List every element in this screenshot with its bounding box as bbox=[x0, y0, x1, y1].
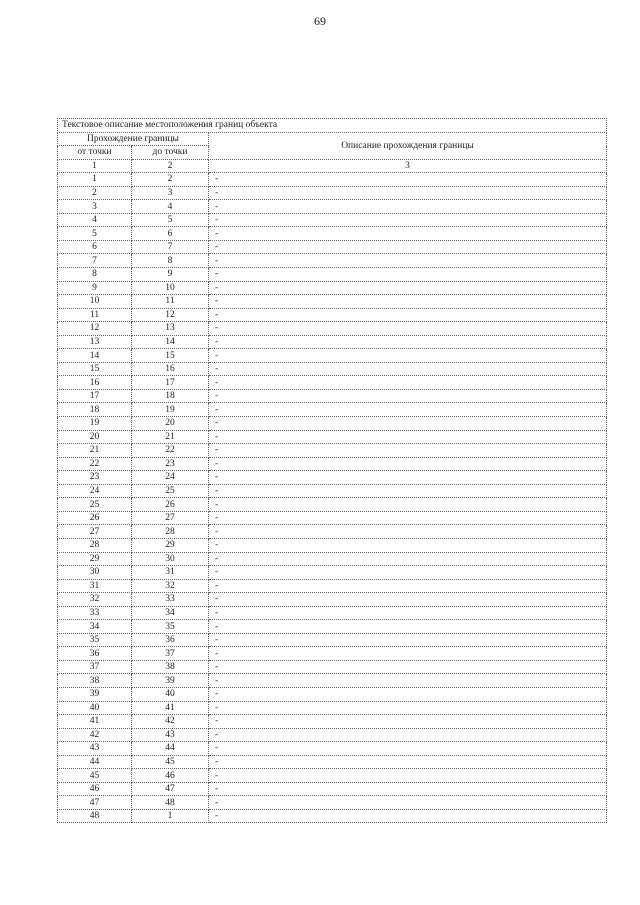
table-row bbox=[58, 511, 607, 525]
description-cell: - bbox=[209, 687, 607, 701]
description-cell: - bbox=[209, 335, 607, 349]
table-row bbox=[58, 782, 607, 796]
column-number-1: 1 bbox=[58, 159, 132, 173]
table-row bbox=[58, 417, 607, 431]
from-point-cell: 38 bbox=[58, 674, 132, 688]
to-point-cell: 4 bbox=[132, 200, 209, 214]
description-cell: - bbox=[209, 538, 607, 552]
caption-row bbox=[58, 119, 607, 133]
description-cell: - bbox=[209, 498, 607, 512]
header-row-1 bbox=[58, 132, 607, 146]
from-point-cell: 35 bbox=[58, 633, 132, 647]
table-caption: Текстовое описание местоположения границ объекта bbox=[58, 119, 607, 133]
description-cell: - bbox=[209, 809, 607, 823]
from-point-cell: 27 bbox=[58, 525, 132, 539]
to-point-cell: 45 bbox=[132, 755, 209, 769]
description-cell: - bbox=[209, 173, 607, 187]
to-point-cell: 28 bbox=[132, 525, 209, 539]
description-cell: - bbox=[209, 403, 607, 417]
header-description: Описание прохождения границы bbox=[209, 132, 607, 159]
description-cell: - bbox=[209, 227, 607, 241]
to-point-cell: 6 bbox=[132, 227, 209, 241]
header-passage: Прохождение границы bbox=[58, 132, 209, 146]
description-cell: - bbox=[209, 620, 607, 634]
boundary-description-table bbox=[57, 118, 607, 823]
from-point-cell: 18 bbox=[58, 403, 132, 417]
table-row bbox=[58, 552, 607, 566]
description-cell: - bbox=[209, 633, 607, 647]
to-point-cell: 17 bbox=[132, 376, 209, 390]
table-row bbox=[58, 579, 607, 593]
description-cell: - bbox=[209, 186, 607, 200]
table-row bbox=[58, 186, 607, 200]
description-cell: - bbox=[209, 660, 607, 674]
to-point-cell: 33 bbox=[132, 593, 209, 607]
table-row bbox=[58, 525, 607, 539]
from-point-cell: 7 bbox=[58, 254, 132, 268]
to-point-cell: 29 bbox=[132, 538, 209, 552]
to-point-cell: 21 bbox=[132, 430, 209, 444]
from-point-cell: 48 bbox=[58, 809, 132, 823]
from-point-cell: 16 bbox=[58, 376, 132, 390]
from-point-cell: 45 bbox=[58, 769, 132, 783]
description-cell: - bbox=[209, 511, 607, 525]
to-point-cell: 2 bbox=[132, 173, 209, 187]
from-point-cell: 24 bbox=[58, 484, 132, 498]
table-row bbox=[58, 268, 607, 282]
from-point-cell: 28 bbox=[58, 538, 132, 552]
from-point-cell: 17 bbox=[58, 389, 132, 403]
to-point-cell: 1 bbox=[132, 809, 209, 823]
from-point-cell: 3 bbox=[58, 200, 132, 214]
from-point-cell: 20 bbox=[58, 430, 132, 444]
from-point-cell: 41 bbox=[58, 715, 132, 729]
column-number-3: 3 bbox=[209, 159, 607, 173]
table-row bbox=[58, 796, 607, 810]
description-cell: - bbox=[209, 566, 607, 580]
table-row bbox=[58, 322, 607, 336]
table-row bbox=[58, 701, 607, 715]
description-cell: - bbox=[209, 362, 607, 376]
description-cell: - bbox=[209, 240, 607, 254]
description-cell: - bbox=[209, 715, 607, 729]
from-point-cell: 5 bbox=[58, 227, 132, 241]
to-point-cell: 34 bbox=[132, 606, 209, 620]
description-cell: - bbox=[209, 769, 607, 783]
to-point-cell: 31 bbox=[132, 566, 209, 580]
description-cell: - bbox=[209, 430, 607, 444]
to-point-cell: 41 bbox=[132, 701, 209, 715]
table-row bbox=[58, 660, 607, 674]
from-point-cell: 33 bbox=[58, 606, 132, 620]
table-row bbox=[58, 200, 607, 214]
table-row bbox=[58, 484, 607, 498]
from-point-cell: 40 bbox=[58, 701, 132, 715]
description-cell: - bbox=[209, 728, 607, 742]
description-cell: - bbox=[209, 322, 607, 336]
table-row bbox=[58, 728, 607, 742]
to-point-cell: 22 bbox=[132, 444, 209, 458]
from-point-cell: 2 bbox=[58, 186, 132, 200]
to-point-cell: 32 bbox=[132, 579, 209, 593]
to-point-cell: 16 bbox=[132, 362, 209, 376]
description-cell: - bbox=[209, 674, 607, 688]
to-point-cell: 14 bbox=[132, 335, 209, 349]
to-point-cell: 36 bbox=[132, 633, 209, 647]
from-point-cell: 23 bbox=[58, 471, 132, 485]
table-row bbox=[58, 403, 607, 417]
description-cell: - bbox=[209, 389, 607, 403]
table-row bbox=[58, 674, 607, 688]
to-point-cell: 48 bbox=[132, 796, 209, 810]
from-point-cell: 47 bbox=[58, 796, 132, 810]
table-row bbox=[58, 281, 607, 295]
description-cell: - bbox=[209, 701, 607, 715]
to-point-cell: 30 bbox=[132, 552, 209, 566]
from-point-cell: 1 bbox=[58, 173, 132, 187]
from-point-cell: 44 bbox=[58, 755, 132, 769]
to-point-cell: 11 bbox=[132, 295, 209, 309]
table-row bbox=[58, 566, 607, 580]
description-cell: - bbox=[209, 200, 607, 214]
from-point-cell: 26 bbox=[58, 511, 132, 525]
description-cell: - bbox=[209, 295, 607, 309]
description-cell: - bbox=[209, 755, 607, 769]
description-cell: - bbox=[209, 376, 607, 390]
table-row bbox=[58, 349, 607, 363]
to-point-cell: 42 bbox=[132, 715, 209, 729]
to-point-cell: 37 bbox=[132, 647, 209, 661]
from-point-cell: 19 bbox=[58, 417, 132, 431]
to-point-cell: 26 bbox=[132, 498, 209, 512]
to-point-cell: 15 bbox=[132, 349, 209, 363]
to-point-cell: 23 bbox=[132, 457, 209, 471]
from-point-cell: 39 bbox=[58, 687, 132, 701]
description-cell: - bbox=[209, 579, 607, 593]
table-row bbox=[58, 769, 607, 783]
description-cell: - bbox=[209, 281, 607, 295]
page-number: 69 bbox=[314, 14, 326, 28]
table-row bbox=[58, 593, 607, 607]
description-cell: - bbox=[209, 471, 607, 485]
table-row bbox=[58, 389, 607, 403]
description-cell: - bbox=[209, 796, 607, 810]
to-point-cell: 27 bbox=[132, 511, 209, 525]
from-point-cell: 21 bbox=[58, 444, 132, 458]
to-point-cell: 20 bbox=[132, 417, 209, 431]
description-cell: - bbox=[209, 525, 607, 539]
description-cell: - bbox=[209, 782, 607, 796]
table-row bbox=[58, 335, 607, 349]
description-cell: - bbox=[209, 593, 607, 607]
from-point-cell: 37 bbox=[58, 660, 132, 674]
table-row bbox=[58, 227, 607, 241]
table-row bbox=[58, 471, 607, 485]
table-row bbox=[58, 647, 607, 661]
from-point-cell: 6 bbox=[58, 240, 132, 254]
from-point-cell: 46 bbox=[58, 782, 132, 796]
column-number-2: 2 bbox=[132, 159, 209, 173]
to-point-cell: 13 bbox=[132, 322, 209, 336]
table-row bbox=[58, 308, 607, 322]
description-cell: - bbox=[209, 606, 607, 620]
table-row bbox=[58, 620, 607, 634]
to-point-cell: 10 bbox=[132, 281, 209, 295]
to-point-cell: 19 bbox=[132, 403, 209, 417]
table-row bbox=[58, 430, 607, 444]
to-point-cell: 39 bbox=[132, 674, 209, 688]
description-cell: - bbox=[209, 484, 607, 498]
table-row bbox=[58, 687, 607, 701]
to-point-cell: 3 bbox=[132, 186, 209, 200]
from-point-cell: 29 bbox=[58, 552, 132, 566]
description-cell: - bbox=[209, 417, 607, 431]
from-point-cell: 10 bbox=[58, 295, 132, 309]
from-point-cell: 34 bbox=[58, 620, 132, 634]
to-point-cell: 25 bbox=[132, 484, 209, 498]
table-row bbox=[58, 376, 607, 390]
table-row bbox=[58, 173, 607, 187]
from-point-cell: 14 bbox=[58, 349, 132, 363]
to-point-cell: 5 bbox=[132, 213, 209, 227]
to-point-cell: 38 bbox=[132, 660, 209, 674]
from-point-cell: 43 bbox=[58, 742, 132, 756]
description-cell: - bbox=[209, 268, 607, 282]
table-row bbox=[58, 295, 607, 309]
table-row bbox=[58, 444, 607, 458]
table-row bbox=[58, 633, 607, 647]
to-point-cell: 43 bbox=[132, 728, 209, 742]
from-point-cell: 13 bbox=[58, 335, 132, 349]
from-point-cell: 42 bbox=[58, 728, 132, 742]
to-point-cell: 35 bbox=[132, 620, 209, 634]
table-row bbox=[58, 498, 607, 512]
description-cell: - bbox=[209, 444, 607, 458]
from-point-cell: 25 bbox=[58, 498, 132, 512]
description-cell: - bbox=[209, 213, 607, 227]
table-row bbox=[58, 538, 607, 552]
from-point-cell: 32 bbox=[58, 593, 132, 607]
header-from-point: от точки bbox=[58, 146, 132, 160]
table-row bbox=[58, 809, 607, 823]
from-point-cell: 11 bbox=[58, 308, 132, 322]
table-body bbox=[58, 119, 607, 823]
to-point-cell: 46 bbox=[132, 769, 209, 783]
table-row bbox=[58, 213, 607, 227]
description-cell: - bbox=[209, 552, 607, 566]
to-point-cell: 7 bbox=[132, 240, 209, 254]
table-row bbox=[58, 606, 607, 620]
from-point-cell: 15 bbox=[58, 362, 132, 376]
description-cell: - bbox=[209, 647, 607, 661]
description-cell: - bbox=[209, 349, 607, 363]
table-row bbox=[58, 715, 607, 729]
table-row bbox=[58, 742, 607, 756]
to-point-cell: 47 bbox=[132, 782, 209, 796]
from-point-cell: 36 bbox=[58, 647, 132, 661]
table-row bbox=[58, 254, 607, 268]
from-point-cell: 8 bbox=[58, 268, 132, 282]
to-point-cell: 8 bbox=[132, 254, 209, 268]
to-point-cell: 24 bbox=[132, 471, 209, 485]
from-point-cell: 4 bbox=[58, 213, 132, 227]
to-point-cell: 18 bbox=[132, 389, 209, 403]
to-point-cell: 40 bbox=[132, 687, 209, 701]
from-point-cell: 22 bbox=[58, 457, 132, 471]
table-row bbox=[58, 240, 607, 254]
description-cell: - bbox=[209, 308, 607, 322]
header-to-point: до точки bbox=[132, 146, 209, 160]
description-cell: - bbox=[209, 254, 607, 268]
from-point-cell: 31 bbox=[58, 579, 132, 593]
to-point-cell: 9 bbox=[132, 268, 209, 282]
to-point-cell: 44 bbox=[132, 742, 209, 756]
from-point-cell: 12 bbox=[58, 322, 132, 336]
from-point-cell: 9 bbox=[58, 281, 132, 295]
table-row bbox=[58, 457, 607, 471]
to-point-cell: 12 bbox=[132, 308, 209, 322]
table-row bbox=[58, 755, 607, 769]
table-row bbox=[58, 362, 607, 376]
from-point-cell: 30 bbox=[58, 566, 132, 580]
column-number-row bbox=[58, 159, 607, 173]
description-cell: - bbox=[209, 457, 607, 471]
description-cell: - bbox=[209, 742, 607, 756]
